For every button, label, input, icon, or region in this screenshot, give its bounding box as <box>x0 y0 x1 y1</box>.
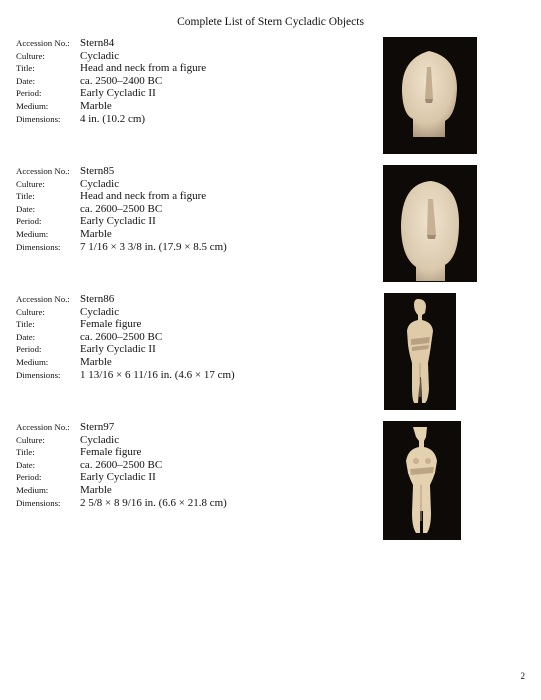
medium-value: Marble <box>80 99 112 112</box>
period-value: Early Cycladic II <box>80 343 156 356</box>
catalog-entry <box>16 293 376 381</box>
female-figure-photo <box>384 293 456 410</box>
title-row <box>16 62 376 75</box>
period-row <box>16 343 376 356</box>
accession-row <box>16 165 376 178</box>
accession-label: Accession No.: <box>16 166 70 176</box>
accession-row <box>16 421 376 434</box>
page-number: 2 <box>520 671 525 681</box>
dimensions-value: 1 13/16 × 6 11/16 in. (4.6 × 17 cm) <box>80 368 235 381</box>
date-value: ca. 2500–2400 BC <box>80 74 163 87</box>
culture-value: Cycladic <box>80 305 120 318</box>
culture-label: Culture: <box>16 434 45 445</box>
date-value: ca. 2600–2500 BC <box>80 330 163 343</box>
culture-value: Cycladic <box>80 49 120 62</box>
date-value: ca. 2600–2500 BC <box>80 458 163 471</box>
culture-label: Culture: <box>16 178 45 189</box>
accession-label: Accession No.: <box>16 294 70 304</box>
title-value: Female figure <box>80 318 142 331</box>
medium-row <box>16 356 376 369</box>
accession-value: Stern85 <box>80 165 115 177</box>
catalog-entry <box>16 37 376 125</box>
dimensions-row <box>16 113 376 126</box>
catalog-entry <box>16 421 376 509</box>
period-label: Period: <box>16 88 42 99</box>
date-label: Date: <box>16 331 36 342</box>
accession-row <box>16 37 376 50</box>
period-row <box>16 215 376 228</box>
culture-row <box>16 178 376 191</box>
medium-label: Medium: <box>16 484 49 495</box>
date-label: Date: <box>16 459 36 470</box>
female-figure-photo <box>383 421 461 540</box>
dimensions-value: 7 1/16 × 3 3/8 in. (17.9 × 8.5 cm) <box>80 240 227 253</box>
dimensions-value: 2 5/8 × 8 9/16 in. (6.6 × 21.8 cm) <box>80 496 227 509</box>
title-value: Head and neck from a figure <box>80 62 207 75</box>
dimensions-row <box>16 369 376 382</box>
title-value: Head and neck from a figure <box>80 190 207 203</box>
dimensions-label: Dimensions: <box>16 369 61 380</box>
date-row <box>16 459 376 472</box>
title-row <box>16 190 376 203</box>
period-label: Period: <box>16 344 42 355</box>
title-label: Title: <box>16 63 35 74</box>
dimensions-label: Dimensions: <box>16 497 61 508</box>
accession-label: Accession No.: <box>16 422 70 432</box>
culture-row <box>16 50 376 63</box>
medium-label: Medium: <box>16 100 49 111</box>
date-label: Date: <box>16 203 36 214</box>
period-label: Period: <box>16 216 42 227</box>
medium-label: Medium: <box>16 228 49 239</box>
title-label: Title: <box>16 447 35 458</box>
culture-label: Culture: <box>16 306 45 317</box>
title-row <box>16 318 376 331</box>
medium-value: Marble <box>80 227 112 240</box>
date-label: Date: <box>16 75 36 86</box>
catalog-entry <box>16 165 376 253</box>
medium-value: Marble <box>80 355 112 368</box>
dimensions-row <box>16 497 376 510</box>
head-and-neck-photo <box>383 165 477 282</box>
dimensions-row <box>16 241 376 254</box>
date-value: ca. 2600–2500 BC <box>80 202 163 215</box>
culture-value: Cycladic <box>80 177 120 190</box>
title-row <box>16 446 376 459</box>
culture-label: Culture: <box>16 50 45 61</box>
accession-label: Accession No.: <box>16 38 70 48</box>
medium-label: Medium: <box>16 356 49 367</box>
culture-row <box>16 434 376 447</box>
accession-value: Stern97 <box>80 421 115 433</box>
date-row <box>16 203 376 216</box>
medium-value: Marble <box>80 483 112 496</box>
period-value: Early Cycladic II <box>80 471 156 484</box>
period-value: Early Cycladic II <box>80 87 156 100</box>
period-label: Period: <box>16 472 42 483</box>
culture-row <box>16 306 376 319</box>
accession-value: Stern86 <box>80 293 115 305</box>
medium-row <box>16 100 376 113</box>
title-value: Female figure <box>80 446 142 459</box>
page-title: Complete List of Stern Cycladic Objects <box>177 16 364 28</box>
medium-row <box>16 228 376 241</box>
title-label: Title: <box>16 191 35 202</box>
date-row <box>16 331 376 344</box>
date-row <box>16 75 376 88</box>
dimensions-label: Dimensions: <box>16 113 61 124</box>
title-label: Title: <box>16 319 35 330</box>
period-row <box>16 87 376 100</box>
accession-row <box>16 293 376 306</box>
period-value: Early Cycladic II <box>80 215 156 228</box>
dimensions-label: Dimensions: <box>16 241 61 252</box>
accession-value: Stern84 <box>80 37 115 49</box>
medium-row <box>16 484 376 497</box>
culture-value: Cycladic <box>80 433 120 446</box>
period-row <box>16 471 376 484</box>
dimensions-value: 4 in. (10.2 cm) <box>80 112 146 125</box>
head-and-neck-photo <box>383 37 477 154</box>
